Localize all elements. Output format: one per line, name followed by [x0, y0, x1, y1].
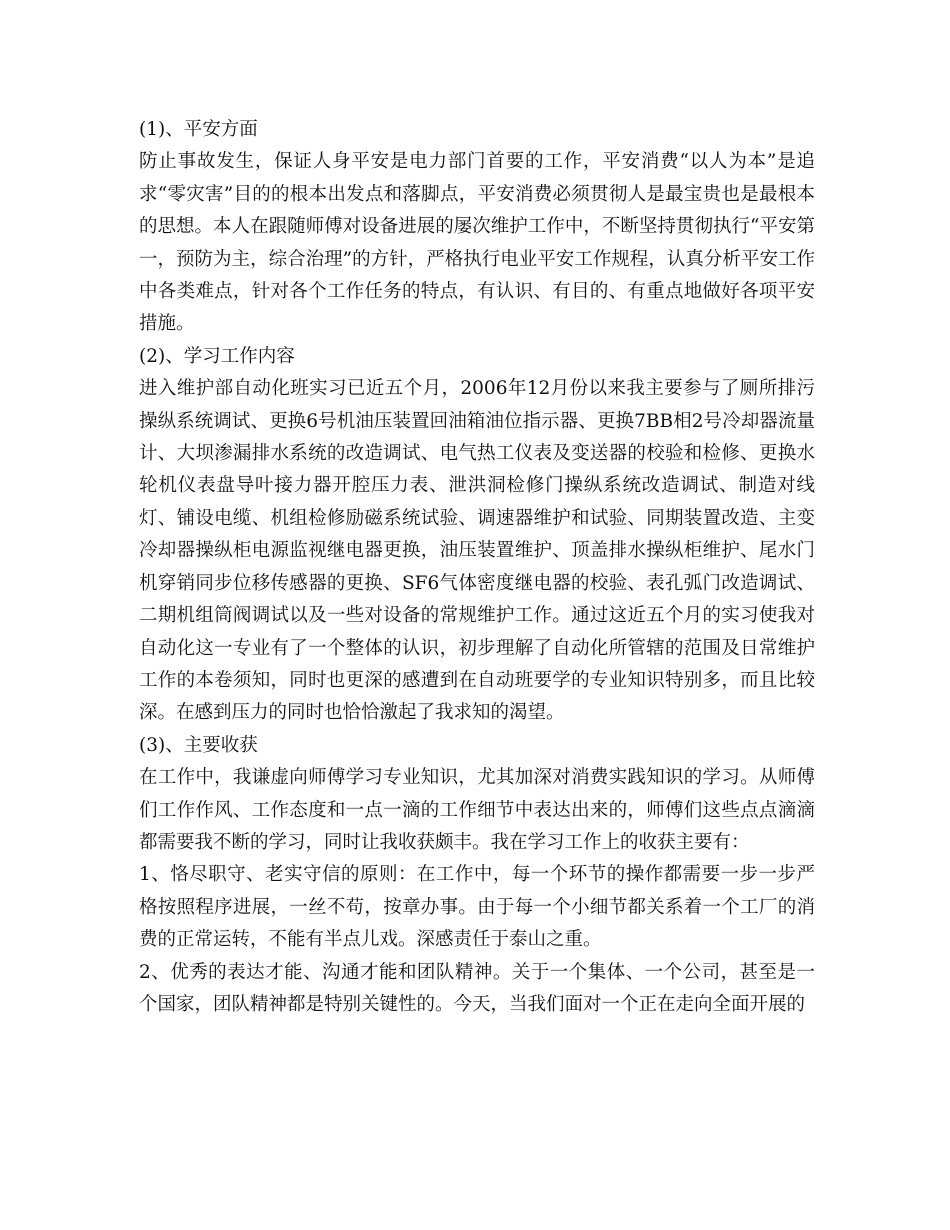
- document-body: [139, 114, 815, 1021]
- paragraph-gain-1: 1、恪尽职守、老实守信的原则：在工作中，每一个环节的操作都需要一步一步严格按照程序进展，一丝不苟，按章办事。由于每一个小细节都关系着一个工厂的消费的正常运转，不能有半点儿戏。深感责任于泰山之重。: [139, 864, 815, 951]
- section-heading-work-content: (2)、学习工作内容: [139, 345, 295, 367]
- paragraph-gain-2: 2、优秀的表达才能、沟通才能和团队精神。关于一个集体、一个公司，甚至是一个国家，团队精神都是特别关键性的。今天，当我们面对一个正在走向全面开展的: [139, 961, 815, 1015]
- section-heading-gains: (3)、主要收获: [139, 734, 258, 756]
- section-heading-safety: (1)、平安方面: [139, 119, 258, 140]
- paragraph-work-content: 进入维护部自动化班实习已近五个月，2006年12月份以来我主要参与了厕所排污操纵系统调试、更换6号机油压装置回油箱油位指示器、更换7BB相2号冷却器流量计、大坝渗漏排水系统的改造调试、电气热工仪表及变送器的校验和检修、更换水轮机仪表盘导叶接力器开腔压力表、泄洪洞检修门操纵系统改造调试、制造对线灯、铺设电缆、机组检修励磁系统试验、调速器维护和试验、同期装置改造、主变冷却器操纵柜电源监视继电器更换，油压装置维护、顶盖排水操纵柜维护、尾水门机穿销同步位移传感器的更换、SF6气体密度继电器的校验、表孔弧门改造调试、二期机组筒阀调试以及一些对设备的常规维护工作。通过这近五个月的实习使我对自动化这一专业有了一个整体的认识，初步理解了自动化所管辖的范围及日常维护工作的本卷须知，同时也更深的感遭到在自动班要学的专业知识特别多，而且比较深。在感到压力的同时也恰恰激起了我求知的渴望。: [139, 378, 815, 724]
- paragraph-gains-intro: 在工作中，我谦虚向师傅学习专业知识，尤其加深对消费实践知识的学习。从师傅们工作作风、工作态度和一点一滴的工作细节中表达出来的，师傅们这些点点滴滴都需要我不断的学习，同时让我收获颇丰。我在学习工作上的收获主要有：: [139, 767, 815, 853]
- paragraph-safety: 防止事故发生，保证人身平安是电力部门首要的工作，平安消费“以人为本”是追求“零灾害”目的的根本出发点和落脚点，平安消费必须贯彻人是最宝贵也是最根本的思想。本人在跟随师傅对设备进展的屡次维护工作中，不断坚持贯彻执行“平安第一，预防为主，综合治理”的方针，严格执行电业平安工作规程，认真分析平安工作中各类难点，针对各个工作任务的特点，有认识、有目的、有重点地做好各项平安措施。: [139, 151, 815, 335]
